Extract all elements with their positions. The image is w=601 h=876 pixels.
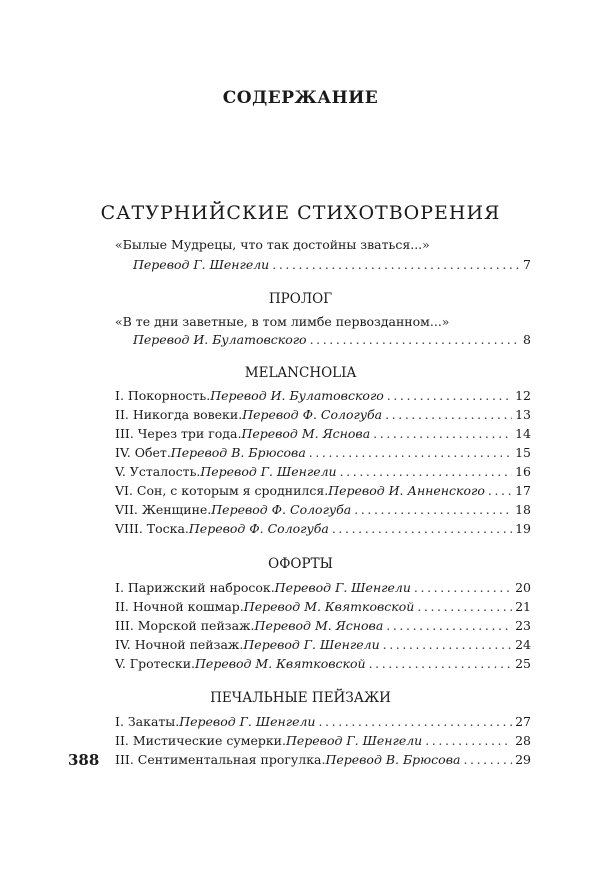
dot-leader (318, 714, 512, 729)
entry-translator: Перевод И. Булатовского (133, 332, 307, 347)
entry-title: VI. Сон, с которым я сроднился. (115, 483, 329, 498)
dot-leader (425, 733, 512, 748)
toc-entry (115, 752, 531, 770)
dot-leader (463, 752, 512, 767)
entry-page: 20 (515, 580, 531, 595)
dot-leader (369, 656, 513, 671)
entry-title: IV. Обет. (115, 445, 171, 460)
section-title-pechalnye: ПЕЧАЛЬНЫЕ ПЕЙЗАЖИ (210, 690, 391, 706)
dot-leader (383, 637, 512, 652)
toc-entry (115, 445, 531, 463)
dot-leader (332, 521, 512, 536)
entry-title: III. Сентиментальная прогулка. (115, 752, 326, 767)
entry-page: 29 (515, 752, 531, 767)
entry-page: 18 (515, 502, 531, 517)
dot-leader (385, 407, 512, 422)
entry-title: III. Морской пейзаж. (115, 618, 255, 633)
entry-translator: Перевод Г. Шенгели (200, 464, 337, 479)
toc-entry-intro (133, 257, 531, 275)
entry-page: 21 (515, 599, 531, 614)
dot-leader (414, 580, 512, 595)
toc-entry (115, 714, 531, 732)
toc-entry (115, 464, 531, 482)
entry-title: II. Никогда вовеки. (115, 407, 243, 422)
toc-entry (115, 407, 531, 425)
entry-page: 25 (515, 656, 531, 671)
page-title: СОДЕРЖАНИЕ (222, 88, 379, 108)
toc-entry (115, 733, 531, 751)
dot-leader (417, 599, 512, 614)
dot-leader (272, 257, 520, 272)
section-title-prolog: ПРОЛОГ (268, 291, 333, 307)
entry-page: 7 (523, 257, 531, 272)
dot-leader (387, 388, 512, 403)
entry-translator: Перевод В. Брюсова (325, 752, 461, 767)
entry-translator: Перевод Г. Шенгели (179, 714, 316, 729)
entry-translator: Перевод И. Анненского (328, 483, 485, 498)
entry-page: 28 (515, 733, 531, 748)
entry-title: V. Усталость. (115, 464, 201, 479)
entry-page: 19 (515, 521, 531, 536)
entry-page: 27 (515, 714, 531, 729)
entry-translator: Перевод И. Булатовского (210, 388, 384, 403)
toc-entry (115, 502, 531, 520)
entry-translator: Перевод М. Квятковской (195, 656, 366, 671)
entry-title: II. Мистические сумерки. (115, 733, 286, 748)
entry-page: 24 (515, 637, 531, 652)
entry-title: V. Гротески. (115, 656, 196, 671)
entry-translator: Перевод Ф. Сологуба (188, 521, 329, 536)
entry-title: II. Ночной кошмар. (115, 599, 244, 614)
entry-title: I. Закаты. (115, 714, 180, 729)
entry-translator: Перевод М. Яснова (241, 426, 371, 441)
dot-leader (373, 426, 512, 441)
entry-translator: Перевод Ф. Сологуба (211, 502, 352, 517)
entry-title: VII. Женщине. (115, 502, 212, 517)
toc-entry (115, 618, 531, 636)
intro-epigraph: «Былые Мудрецы, что так достойны зваться...» (115, 237, 430, 252)
entry-page: 13 (515, 407, 531, 422)
toc-entry (115, 483, 531, 501)
entry-page: 8 (523, 332, 531, 347)
toc-entry (115, 656, 531, 674)
section-title-oforty: ОФОРТЫ (268, 556, 333, 572)
entry-page: 15 (515, 445, 531, 460)
entry-title: I. Парижский набросок. (115, 580, 275, 595)
entry-translator: Перевод Г. Шенгели (274, 580, 411, 595)
entry-page: 17 (515, 483, 531, 498)
entry-title: III. Через три года. (115, 426, 242, 441)
entry-title: IV. Ночной пейзаж. (115, 637, 244, 652)
toc-entry (115, 637, 531, 655)
entry-page: 12 (515, 388, 531, 403)
entry-translator: Перевод М. Яснова (254, 618, 384, 633)
toc-entry (115, 580, 531, 598)
entry-translator: Перевод Ф. Сологуба (242, 407, 383, 422)
entry-page: 23 (515, 618, 531, 633)
entry-translator: Перевод Г. Шенгели (243, 637, 380, 652)
dot-leader (340, 464, 512, 479)
entry-translator: Перевод Г. Шенгели (285, 733, 423, 748)
dot-leader (309, 445, 512, 460)
toc-entry-prolog (133, 332, 531, 350)
dot-leader (488, 483, 512, 498)
toc-entry (115, 521, 531, 539)
toc-entry (115, 426, 531, 444)
page-number: 388 (68, 751, 100, 769)
toc-entry (115, 599, 531, 617)
section-title-melancholia: MELANCHOLIA (244, 365, 357, 381)
entry-translator: Перевод М. Квятковской (243, 599, 415, 614)
entry-title: I. Покорность. (115, 388, 211, 403)
entry-page: 16 (515, 464, 531, 479)
dot-leader (354, 502, 512, 517)
entry-title: VIII. Тоска. (115, 521, 189, 536)
entry-translator: Перевод В. Брюсова (170, 445, 306, 460)
toc-entry (115, 388, 531, 406)
part-title: САТУРНИЙСКИЕ СТИХОТВОРЕНИЯ (100, 202, 501, 224)
entry-page: 14 (515, 426, 531, 441)
dot-leader (386, 618, 512, 633)
dot-leader (310, 332, 520, 347)
entry-translator: Перевод Г. Шенгели (133, 257, 270, 272)
prolog-epigraph: «В те дни заветные, в том лимбе первозданном...» (115, 314, 450, 329)
